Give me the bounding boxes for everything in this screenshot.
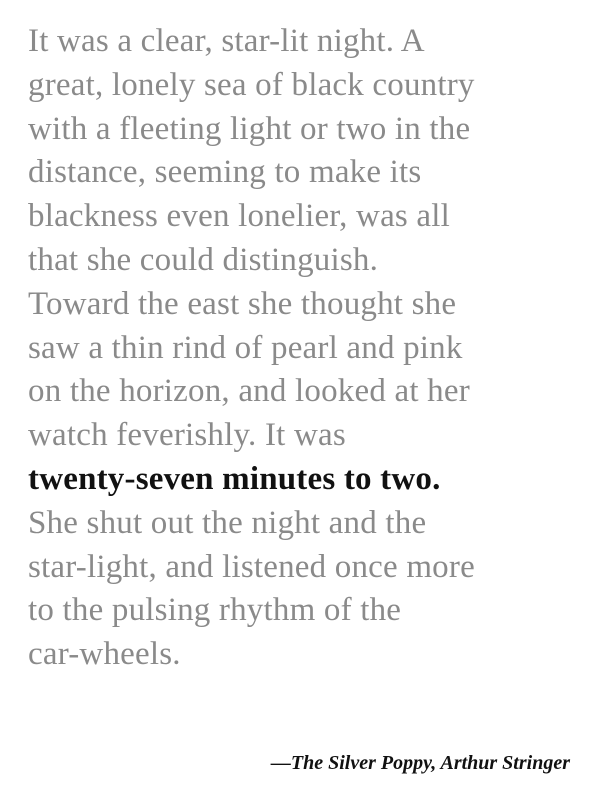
- passage-line: saw a thin rind of pearl and pink: [28, 329, 463, 366]
- passage-line: that she could distinguish.: [28, 241, 379, 278]
- highlighted-time-line: twenty-seven minutes to two.: [28, 460, 441, 497]
- passage-line: She shut out the night and the: [28, 504, 427, 541]
- passage-line: with a fleeting light or two in the: [28, 110, 471, 147]
- passage-line: star-light, and listened once more: [28, 548, 475, 585]
- book-attribution: —The Silver Poppy, Arthur Stringer: [270, 752, 570, 774]
- passage-line: distance, seeming to make its: [28, 154, 422, 191]
- passage-line: watch feverishly. It was: [28, 417, 346, 454]
- quote-passage: [28, 20, 572, 677]
- passage-line: It was a clear, star-lit night. A: [28, 23, 425, 59]
- passage-line: great, lonely sea of black country: [28, 66, 475, 103]
- passage-line: Toward the east she thought she: [28, 285, 457, 322]
- passage-line: on the horizon, and looked at her: [28, 373, 470, 410]
- passage-line: to the pulsing rhythm of the: [28, 592, 402, 629]
- passage-line: blackness even lonelier, was all: [28, 198, 451, 235]
- passage-line: car-wheels.: [28, 636, 181, 673]
